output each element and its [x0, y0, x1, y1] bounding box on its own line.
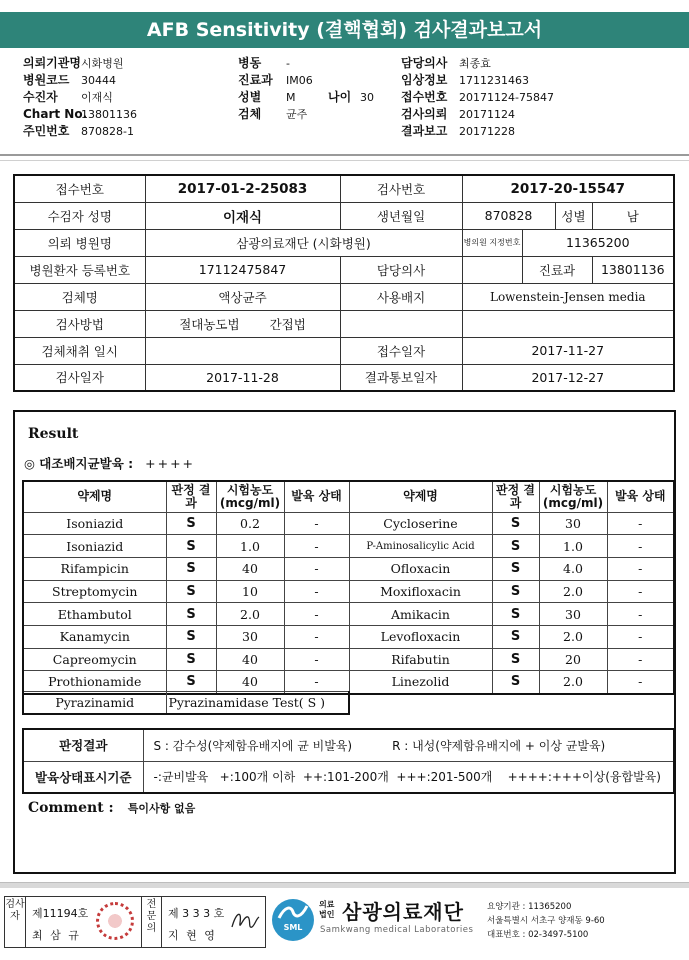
- confirm-no: 제 3 3 3 호: [168, 907, 225, 920]
- header-col-1: [23, 55, 137, 140]
- field-value: 최종효: [459, 57, 491, 70]
- address: 서울특별시 서초구 양재동 9-60: [487, 916, 605, 926]
- conc: 1.0: [539, 535, 607, 558]
- header-divider-light: [0, 160, 689, 161]
- doctor-label: 담당의사: [340, 256, 462, 283]
- footer-divider: [0, 882, 689, 888]
- drug-name: Ethambutol: [23, 603, 166, 626]
- judge: S: [166, 580, 216, 603]
- judge: S: [166, 625, 216, 648]
- method-empty-2: [462, 310, 674, 337]
- field-label: Chart No.: [23, 107, 88, 121]
- result-section: [13, 410, 676, 874]
- field-label: 검체: [238, 107, 262, 121]
- phone: 대표번호 : 02-3497-5100: [487, 930, 589, 940]
- drug-name: Capreomycin: [23, 648, 166, 671]
- field-value: 1711231463: [459, 74, 529, 87]
- tested-value: 2017-11-28: [145, 364, 340, 391]
- judge: S: [492, 512, 539, 535]
- judge: S: [492, 671, 539, 694]
- field-label: 결과보고: [401, 124, 448, 138]
- reception-no: 2017-01-2-25083: [145, 175, 340, 202]
- table-row: [23, 648, 674, 671]
- field-label: 병동: [238, 56, 262, 70]
- drug-name: Linezolid: [349, 671, 492, 694]
- reception-no-label: 접수번호: [14, 175, 145, 202]
- field-label: 주민번호: [23, 124, 70, 138]
- test-no: 2017-20-15547: [462, 175, 674, 202]
- drug-name: Rifabutin: [349, 648, 492, 671]
- legend-table: [22, 728, 675, 794]
- dept-value: 13801136: [592, 256, 674, 283]
- reported-label: 결과통보일자: [340, 364, 462, 391]
- judge-legend-text: [143, 729, 674, 761]
- field-value: 이재식: [81, 91, 113, 104]
- judge-legend-label: 판정결과: [23, 729, 143, 761]
- growth: -: [284, 648, 349, 671]
- growth: -: [607, 535, 674, 558]
- report-title: AFB Sensitivity (결핵협회) 검사결과보고서: [146, 19, 543, 41]
- tested-label: 검사일자: [14, 364, 145, 391]
- hospital-label: 의뢰 병원명: [14, 229, 145, 256]
- conc: 40: [216, 648, 284, 671]
- field-value: 20171124: [459, 108, 515, 121]
- judge: S: [166, 535, 216, 558]
- conc: 4.0: [539, 557, 607, 580]
- table-row: [23, 557, 674, 580]
- birth-label: 생년월일: [340, 202, 462, 229]
- growth: -: [607, 580, 674, 603]
- field-value: 20171228: [459, 125, 515, 138]
- table-row: [23, 603, 674, 626]
- header-col-3: [401, 55, 554, 140]
- collect-value: [145, 337, 340, 364]
- growth: -: [284, 557, 349, 580]
- designated-label: 병의원 지정번호: [462, 229, 522, 256]
- logo-prefix: [319, 900, 334, 920]
- conc: 2.0: [539, 580, 607, 603]
- growth: -: [607, 512, 674, 535]
- drug-sensitivity-table: [22, 480, 675, 695]
- logo-eng: Samkwang medical Laboratories: [320, 925, 474, 935]
- drug-name: Ofloxacin: [349, 557, 492, 580]
- judge: S: [166, 671, 216, 694]
- patient-name-label: 수검자 성명: [14, 202, 145, 229]
- specimen-label: 검체명: [14, 283, 145, 310]
- result-title: Result: [28, 426, 79, 442]
- conc: 1.0: [216, 535, 284, 558]
- test-no-label: 검사번호: [340, 175, 462, 202]
- field-value: IM06: [286, 74, 313, 87]
- method-label: 검사방법: [14, 310, 145, 337]
- conc: 2.0: [539, 671, 607, 694]
- field-value: -: [286, 57, 290, 70]
- comment: [28, 800, 195, 816]
- judge: S: [492, 580, 539, 603]
- conc: 30: [539, 603, 607, 626]
- judge: S: [492, 625, 539, 648]
- method-2: 간접법: [269, 316, 306, 332]
- control-value: ++++: [145, 456, 196, 471]
- growth: -: [284, 580, 349, 603]
- drug-name: Kanamycin: [23, 625, 166, 648]
- agency-code: 요양기관 : 11365200: [487, 902, 572, 912]
- judge: S: [492, 648, 539, 671]
- conc: 0.2: [216, 512, 284, 535]
- logo-wave-icon: [277, 902, 309, 922]
- logo-sml: SML: [283, 923, 303, 932]
- header-conc: 시험농도 (mcg/ml): [216, 481, 284, 512]
- drug-name: Prothionamide: [23, 671, 166, 694]
- legend-row: [23, 761, 674, 793]
- field-value: 13801136: [81, 108, 137, 121]
- judge: S: [166, 648, 216, 671]
- legend-row: [23, 729, 674, 761]
- field-label: 검사의뢰: [401, 107, 448, 121]
- age-label: 나이: [328, 90, 352, 104]
- confirm-cell: [161, 897, 266, 947]
- header-growth: 발육 상태: [284, 481, 349, 512]
- conc: 20: [539, 648, 607, 671]
- collect-label: 검체채취 일시: [14, 337, 145, 364]
- tester-no: 제11194호: [32, 907, 89, 920]
- growth: -: [284, 671, 349, 694]
- conc: 30: [539, 512, 607, 535]
- doctor-value: [462, 256, 522, 283]
- table-row: [23, 535, 674, 558]
- header-judge: 판정 결과: [166, 481, 216, 512]
- field-label: 병원코드: [23, 73, 70, 87]
- drug-name: Moxifloxacin: [349, 580, 492, 603]
- tester-label: 검사자: [5, 899, 25, 922]
- sml-logo-icon: [272, 899, 314, 941]
- tester-cell: [25, 897, 141, 947]
- drug-name: Isoniazid: [23, 512, 166, 535]
- conc: 2.0: [539, 625, 607, 648]
- judge: S: [166, 557, 216, 580]
- comment-label: Comment :: [28, 800, 114, 816]
- field-label: 접수번호: [401, 90, 448, 104]
- pyrazinamide-name: Pyrazinamid: [23, 692, 166, 714]
- growth-legend-text: -:균비발육 +:100개 이하 ++:101-200개 +++:201-500개 ++++:+++이상(융합발육): [143, 761, 674, 793]
- report-title-bar: [0, 12, 689, 48]
- signature-icon: [228, 905, 262, 937]
- drug-name: Rifampicin: [23, 557, 166, 580]
- received-label: 접수일자: [340, 337, 462, 364]
- growth: -: [607, 648, 674, 671]
- medium-label: 사용배지: [340, 283, 462, 310]
- growth-legend-label: 발육상태표시기준: [23, 761, 143, 793]
- drug-name: P-Aminosalicylic Acid: [349, 535, 492, 558]
- field-value: M: [286, 91, 296, 104]
- field-value: 시화병원: [81, 57, 124, 70]
- field-value: 20171124-75847: [459, 91, 554, 104]
- header-drug: 약제명: [349, 481, 492, 512]
- growth: -: [607, 671, 674, 694]
- judge: S: [166, 512, 216, 535]
- designated-value: 11365200: [522, 229, 674, 256]
- growth: -: [607, 625, 674, 648]
- judge: S: [492, 535, 539, 558]
- pyrazinamide-table: [22, 691, 350, 715]
- field-label: 수진자: [23, 90, 58, 104]
- tester-name: 최 삼 규: [32, 929, 81, 942]
- confirm-label: 전문의: [141, 897, 161, 947]
- field-value: 균주: [286, 108, 308, 121]
- field-label: 담당의사: [401, 56, 448, 70]
- reported-value: 2017-12-27: [462, 364, 674, 391]
- drug-name: Levofloxacin: [349, 625, 492, 648]
- header-growth: 발육 상태: [607, 481, 674, 512]
- reg-no-label: 병원환자 등록번호: [14, 256, 145, 283]
- conc: 30: [216, 625, 284, 648]
- dept-label: 진료과: [522, 256, 592, 283]
- drug-name: Cycloserine: [349, 512, 492, 535]
- medium-value: Lowenstein-Jensen media: [462, 283, 674, 310]
- field-value: 30444: [81, 74, 116, 87]
- table-row: [23, 625, 674, 648]
- header-drug: 약제명: [23, 481, 166, 512]
- field-label: 성별: [238, 90, 262, 104]
- conc: 40: [216, 557, 284, 580]
- confirm-name: 지 현 영: [168, 929, 217, 942]
- header-judge: 판정 결과: [492, 481, 539, 512]
- logo-prefix-2: 법인: [319, 910, 335, 919]
- field-label: 임상정보: [401, 73, 448, 87]
- drug-name: Isoniazid: [23, 535, 166, 558]
- table-header-row: [23, 481, 674, 512]
- seal-stamp: [96, 902, 134, 940]
- sex-value: 남: [592, 202, 674, 229]
- logo-prefix-1: 의료: [319, 900, 335, 909]
- conc: 40: [216, 671, 284, 694]
- birth-value: 870828: [462, 202, 555, 229]
- sex-label: 성별: [555, 202, 592, 229]
- growth: -: [607, 557, 674, 580]
- specimen-value: 액상균주: [145, 283, 340, 310]
- control-growth: [24, 454, 195, 472]
- pyrazinamide-value: Pyrazinamidase Test( S ): [166, 692, 349, 714]
- control-label: ◎ 대조배지균발육 :: [24, 456, 134, 471]
- received-value: 2017-11-27: [462, 337, 674, 364]
- method-empty: [340, 310, 462, 337]
- drug-name: Amikacin: [349, 603, 492, 626]
- growth: -: [284, 535, 349, 558]
- conc: 2.0: [216, 603, 284, 626]
- growth: -: [284, 512, 349, 535]
- conc: 10: [216, 580, 284, 603]
- judge-legend-r: R : 내성(약제함유배지에 + 이상 균발육): [392, 738, 606, 753]
- judge-legend-s: S : 감수성(약제함유배지에 균 비발육): [153, 738, 353, 753]
- table-row: [23, 580, 674, 603]
- method-1: 절대농도법: [179, 316, 240, 332]
- judge: S: [492, 557, 539, 580]
- age-value: 30: [360, 91, 374, 104]
- judge: S: [166, 603, 216, 626]
- signature-box: [4, 896, 266, 948]
- patient-info-table: [13, 174, 675, 392]
- header-conc: 시험농도 (mcg/ml): [539, 481, 607, 512]
- hospital-value: 삼광의료재단 (시화병원): [145, 229, 462, 256]
- judge: S: [492, 603, 539, 626]
- logo-name: 삼광의료재단: [342, 900, 464, 924]
- reg-no-value: 17112475847: [145, 256, 340, 283]
- growth: -: [607, 603, 674, 626]
- field-label: 진료과: [238, 73, 273, 87]
- header-col-2: [238, 55, 374, 123]
- header-divider: [0, 154, 689, 156]
- growth: -: [284, 625, 349, 648]
- table-row: [23, 692, 349, 714]
- growth: -: [284, 603, 349, 626]
- drug-name: Streptomycin: [23, 580, 166, 603]
- comment-value: 특이사항 없음: [127, 802, 196, 815]
- table-row: [23, 512, 674, 535]
- patient-name: 이재식: [145, 202, 340, 229]
- field-label: 의뢰기관명: [23, 56, 81, 70]
- method-value: [145, 310, 340, 337]
- field-value: 870828-1: [81, 125, 134, 138]
